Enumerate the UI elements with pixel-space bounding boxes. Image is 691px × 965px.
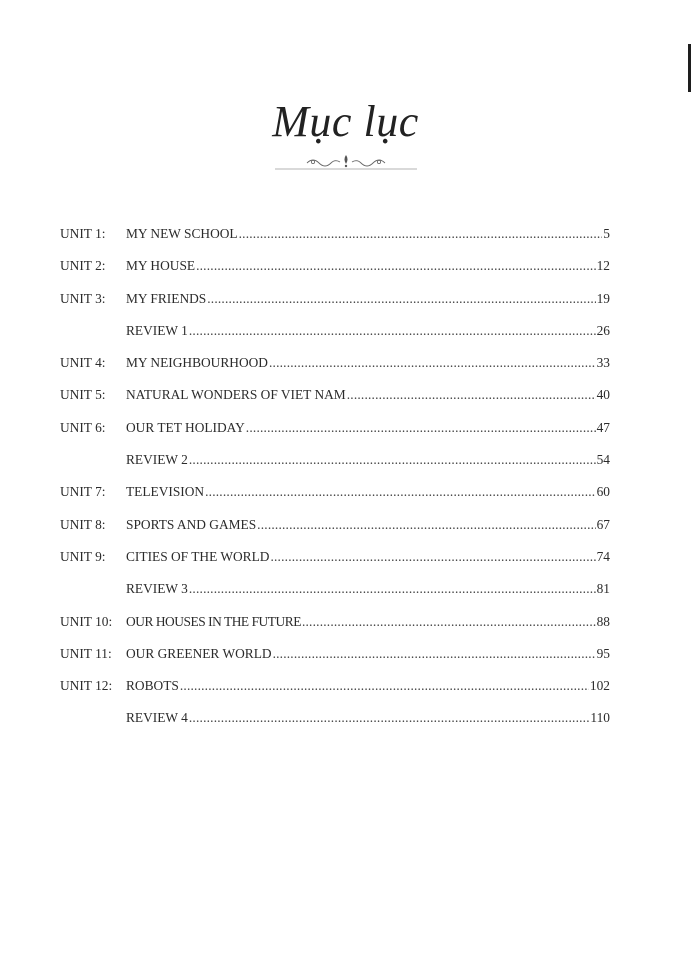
dot-leader [273, 641, 596, 667]
dot-leader [270, 544, 595, 570]
toc-page-number: 12 [596, 258, 610, 274]
toc-page-number: 81 [596, 581, 610, 597]
toc-unit-label: UNIT 2: [60, 258, 106, 274]
page-title: Mục lục [272, 97, 419, 146]
toc-page-number: 40 [596, 387, 610, 403]
toc-entry[interactable] [60, 253, 610, 285]
toc-title: REVIEW 3 [126, 581, 188, 597]
title-ornament-icon [271, 152, 421, 172]
toc-unit-label: UNIT 9: [60, 548, 106, 564]
toc-entry[interactable] [60, 479, 610, 511]
toc-entry[interactable] [60, 286, 610, 318]
toc-entry[interactable] [60, 673, 610, 705]
toc-title: CITIES OF THE WORLD [126, 548, 270, 564]
dot-leader [189, 576, 596, 602]
toc-entry[interactable] [60, 221, 610, 253]
toc-title: TELEVISION [126, 484, 205, 500]
toc-entry[interactable] [60, 641, 610, 673]
toc-page-number: 19 [596, 290, 610, 306]
dot-leader [189, 447, 596, 473]
toc-page-number: 67 [596, 516, 610, 532]
toc-title: OUR HOUSES IN THE FUTURE [126, 613, 301, 629]
dot-leader [207, 286, 595, 312]
toc-page-number: 60 [596, 484, 610, 500]
toc-title: SPORTS AND GAMES [126, 516, 257, 532]
toc-entry[interactable] [60, 512, 610, 544]
toc-page-number: 88 [596, 613, 610, 629]
toc-unit-label: UNIT 3: [60, 290, 106, 306]
toc-title: REVIEW 4 [126, 710, 188, 726]
dot-leader [302, 609, 596, 635]
toc-page-number: 5 [603, 226, 610, 241]
toc-page-number: 110 [590, 710, 610, 726]
toc-title: ROBOTS [126, 678, 179, 694]
toc-title: MY NEW SCHOOL [126, 226, 238, 241]
dot-leader [257, 512, 595, 538]
toc-page-number: 26 [596, 322, 610, 338]
toc-entry[interactable] [60, 447, 610, 479]
toc-entry[interactable] [60, 382, 610, 414]
dot-leader [189, 318, 596, 344]
toc-unit-label: UNIT 12: [60, 678, 113, 694]
toc-unit-label: UNIT 10: [60, 613, 113, 629]
toc-title: OUR GREENER WORLD [126, 645, 272, 661]
toc-page-number: 33 [596, 355, 610, 371]
toc-title: MY NEIGHBOURHOOD [126, 355, 268, 371]
toc-entry[interactable] [60, 544, 610, 576]
toc-unit-label: UNIT 5: [60, 387, 106, 403]
toc-title: MY HOUSE [126, 258, 196, 274]
toc-title: REVIEW 1 [126, 322, 188, 338]
toc-page-number: 102 [589, 678, 610, 694]
toc-unit-label: UNIT 11: [60, 645, 112, 661]
title-block [0, 92, 691, 172]
toc-entry[interactable] [60, 609, 610, 641]
toc-unit-label: UNIT 1: [60, 226, 106, 241]
dot-leader [180, 673, 589, 699]
toc-entry[interactable] [60, 705, 610, 737]
dot-leader [347, 382, 596, 408]
toc-entry[interactable] [60, 318, 610, 350]
dot-leader [196, 253, 596, 279]
toc-entry[interactable] [60, 415, 610, 447]
toc-title: NATURAL WONDERS OF VIET NAM [126, 387, 346, 403]
dot-leader [269, 350, 596, 376]
toc-unit-label: UNIT 6: [60, 419, 106, 435]
dot-leader [189, 705, 590, 731]
dot-leader [239, 221, 603, 247]
toc-title: MY FRIENDS [126, 290, 207, 306]
toc-unit-label: UNIT 4: [60, 355, 106, 371]
toc-unit-label: UNIT 7: [60, 484, 106, 500]
toc-entry[interactable] [60, 350, 610, 382]
table-of-contents [60, 221, 610, 738]
toc-unit-label: UNIT 8: [60, 516, 106, 532]
dot-leader [246, 415, 596, 441]
toc-entry[interactable] [60, 576, 610, 608]
dot-leader [205, 479, 596, 505]
toc-page-number: 74 [596, 548, 610, 564]
toc-title: REVIEW 2 [126, 452, 188, 468]
toc-page-number: 47 [596, 419, 610, 435]
toc-title: OUR TET HOLIDAY [126, 419, 245, 435]
toc-page-number: 95 [596, 645, 610, 661]
toc-page-number: 54 [596, 452, 610, 468]
